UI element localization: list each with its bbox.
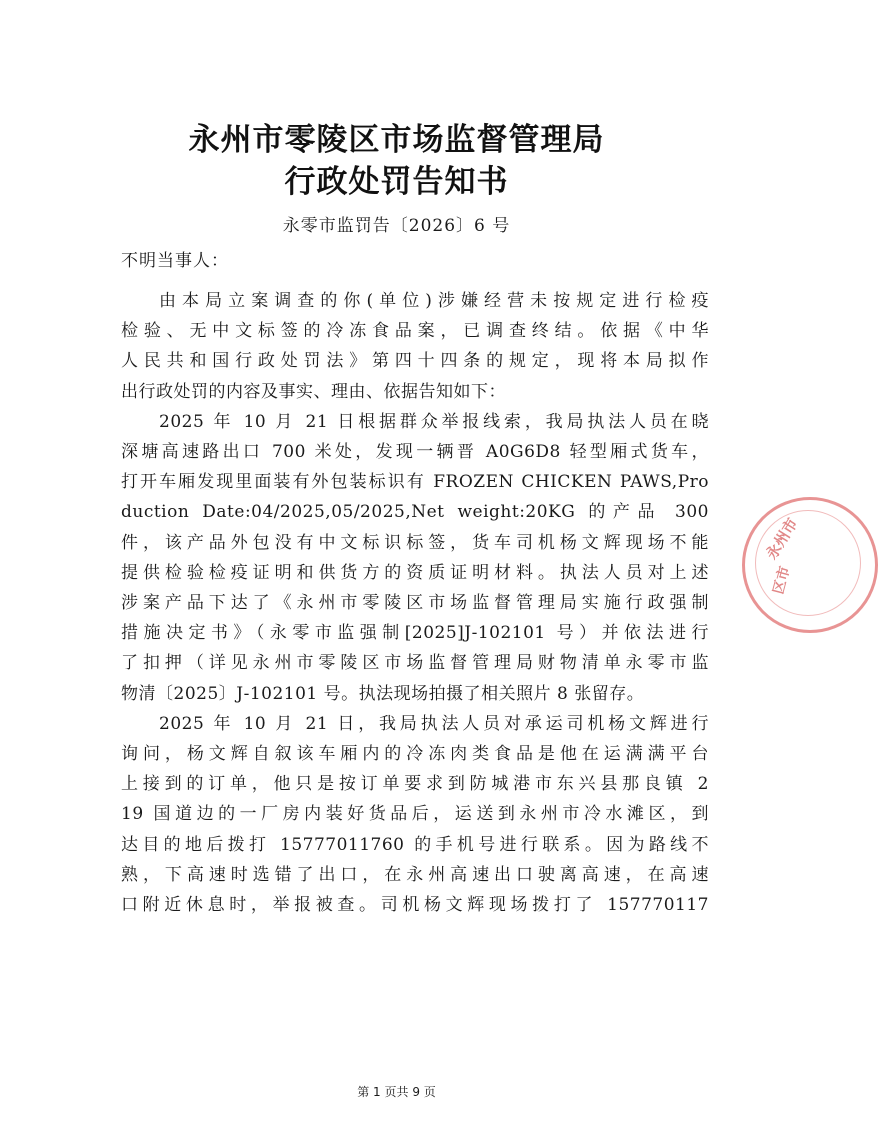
- body-text-line: 询问，杨文辉自叙该车厢内的冷冻肉类食品是他在运满满平台: [121, 744, 709, 764]
- body-text-line: 19 国道边的一厂房内装好货品后，运送到永州市冷水滩区，到: [121, 804, 709, 824]
- body-text-line: 打开车厢发现里面装有外包装标识有 FROZEN CHICKEN PAWS,Pro: [121, 472, 709, 492]
- official-seal-stamp: [742, 497, 878, 633]
- seal-inner-ring: [755, 510, 861, 616]
- document-number: 永零市监罚告〔2026〕6 号: [282, 216, 511, 236]
- body-text-line: 2025 年 10 月 21 日，我局执法人员对承运司机杨文辉进行: [159, 714, 709, 734]
- body-text-line: 物清〔2025〕J-102101 号。执法现场拍摄了相关照片 8 张留存。: [121, 684, 645, 704]
- body-text-line: 提供检验检疫证明和供货方的资质证明材料。执法人员对上述: [121, 563, 709, 583]
- document-title-line2: 行政处罚告知书: [284, 164, 509, 200]
- body-text-line: 熟，下高速时选错了出口，在永州高速出口驶离高速，在高速: [121, 865, 709, 885]
- document-title-line1: 永州市零陵区市场监督管理局: [188, 122, 605, 158]
- seal-text-2: 区市: [770, 564, 794, 596]
- body-text-line: 出行政处罚的内容及事实、理由、依据告知如下：: [121, 382, 506, 402]
- body-text-line: 上接到的订单，他只是按订单要求到防城港市东兴县那良镇 2: [121, 774, 709, 794]
- salutation: 不明当事人：: [121, 251, 229, 271]
- body-text-line: duction Date:04/2025,05/2025,Net weight:20KG 的产品 300: [121, 502, 709, 522]
- body-text-line: 达目的地后拨打 15777011760 的手机号进行联系。因为路线不: [121, 835, 709, 855]
- body-text-line: 人民共和国行政处罚法》第四十四条的规定，现将本局拟作: [121, 351, 709, 371]
- page-number: 第 1 页共 9 页: [357, 1085, 436, 1099]
- body-text-line: 件，该产品外包没有中文标识标签，货车司机杨文辉现场不能: [121, 533, 709, 553]
- body-text-line: 涉案产品下达了《永州市零陵区市场监督管理局实施行政强制: [121, 593, 709, 613]
- body-text-line: 了扣押（详见永州市零陵区市场监督管理局财物清单永零市监: [121, 653, 709, 673]
- body-text-line: 2025 年 10 月 21 日根据群众举报线索，我局执法人员在晓: [159, 412, 709, 432]
- body-text-line: 由本局立案调查的你(单位)涉嫌经营未按规定进行检疫: [159, 291, 709, 311]
- body-text-line: 检验、无中文标签的冷冻食品案，已调查终结。依据《中华: [121, 321, 709, 341]
- body-text-line: 措施决定书》（永零市监强制[2025]J-102101 号）并依法进行: [121, 623, 709, 643]
- body-text-line: 深塘高速路出口 700 米处，发现一辆晋 A0G6D8 轻型厢式货车，: [121, 442, 709, 462]
- seal-text: 永州市: [762, 514, 802, 563]
- body-text-line: 口附近休息时，举报被查。司机杨文辉现场拨打了 157770117: [121, 895, 709, 915]
